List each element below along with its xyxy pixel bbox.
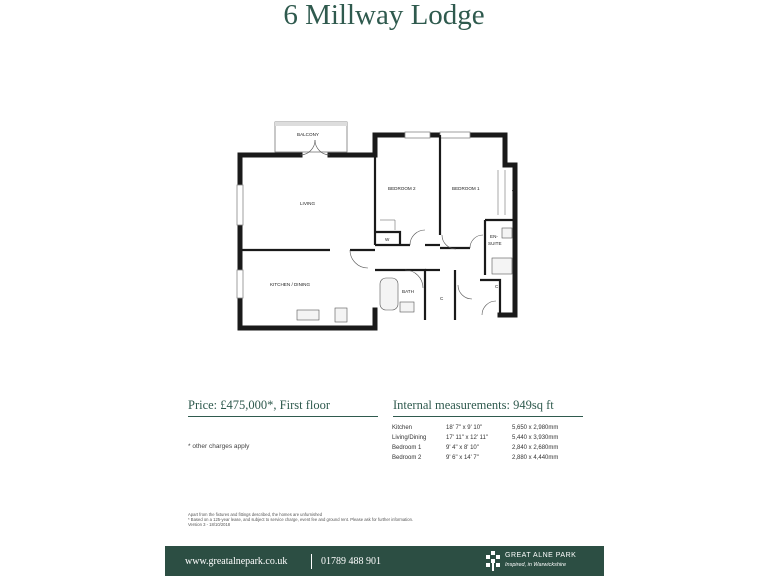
room-label-living: LIVING xyxy=(300,201,316,206)
measurements-heading: Internal measurements: 949sq ft xyxy=(393,398,583,417)
room-label-kitchen-dining: KITCHEN / DINING xyxy=(270,282,311,287)
room-measurements-table xyxy=(392,425,582,465)
great-alne-park-logo-icon xyxy=(485,551,501,571)
room-imperial: 17' 11" x 12' 11" xyxy=(446,435,489,441)
room-name: Bedroom 2 xyxy=(392,455,422,461)
room-label-c2: C xyxy=(495,284,499,289)
floor-plan xyxy=(230,120,530,335)
brand-name: GREAT ALNE PARK xyxy=(505,552,577,559)
room-label-w1: W xyxy=(385,237,390,242)
small-print xyxy=(188,512,438,527)
website-link[interactable]: www.greatalnepark.co.uk xyxy=(185,556,288,567)
note-version: Version 3 - 18/10/2018 xyxy=(188,522,231,527)
charges-note: * other charges apply xyxy=(188,443,250,450)
room-metric: 5,650 x 2,980mm xyxy=(512,425,559,431)
note-lease: * Based on a 125-year lease, and subject to service charge, event fee and ground rent. Please ask for further information. xyxy=(188,517,414,522)
room-label-bedroom2: BEDROOM 2 xyxy=(388,186,416,191)
room-name: Living/Dining xyxy=(392,435,427,441)
table-row xyxy=(392,425,582,435)
room-metric: 2,840 x 2,680mm xyxy=(512,445,559,451)
note-unfurnished: Apart from the fixtures and fittings described, the homes are unfurnished xyxy=(188,512,323,517)
brand-tagline: Inspired, in Warwickshire xyxy=(505,562,567,568)
room-imperial: 9' 6" x 14' 7" xyxy=(446,455,479,461)
room-name: Bedroom 1 xyxy=(392,445,422,451)
room-label-c1: C xyxy=(440,296,444,301)
room-imperial: 9' 4" x 8' 10" xyxy=(446,445,479,451)
room-name: Kitchen xyxy=(392,425,413,431)
phone-number[interactable]: 01789 488 901 xyxy=(321,556,381,567)
room-metric: 2,880 x 4,440mm xyxy=(512,455,559,461)
footer-bar xyxy=(165,546,604,576)
room-label-bath: BATH xyxy=(402,289,414,294)
room-imperial: 18' 7" x 9' 10" xyxy=(446,425,483,431)
room-label-w2: W xyxy=(512,189,517,194)
page-title: 6 Millway Lodge xyxy=(283,0,485,31)
table-row xyxy=(392,435,582,445)
room-label-en: EN- xyxy=(490,234,498,239)
price-heading: Price: £475,000*, First floor xyxy=(188,398,378,417)
table-row xyxy=(392,455,582,465)
room-label-suite: SUITE xyxy=(488,241,502,246)
room-label-bedroom1: BEDROOM 1 xyxy=(452,186,480,191)
table-row xyxy=(392,445,582,455)
room-label-balcony: BALCONY xyxy=(297,132,319,137)
room-metric: 5,440 x 3,930mm xyxy=(512,435,559,441)
footer-divider xyxy=(311,554,312,569)
